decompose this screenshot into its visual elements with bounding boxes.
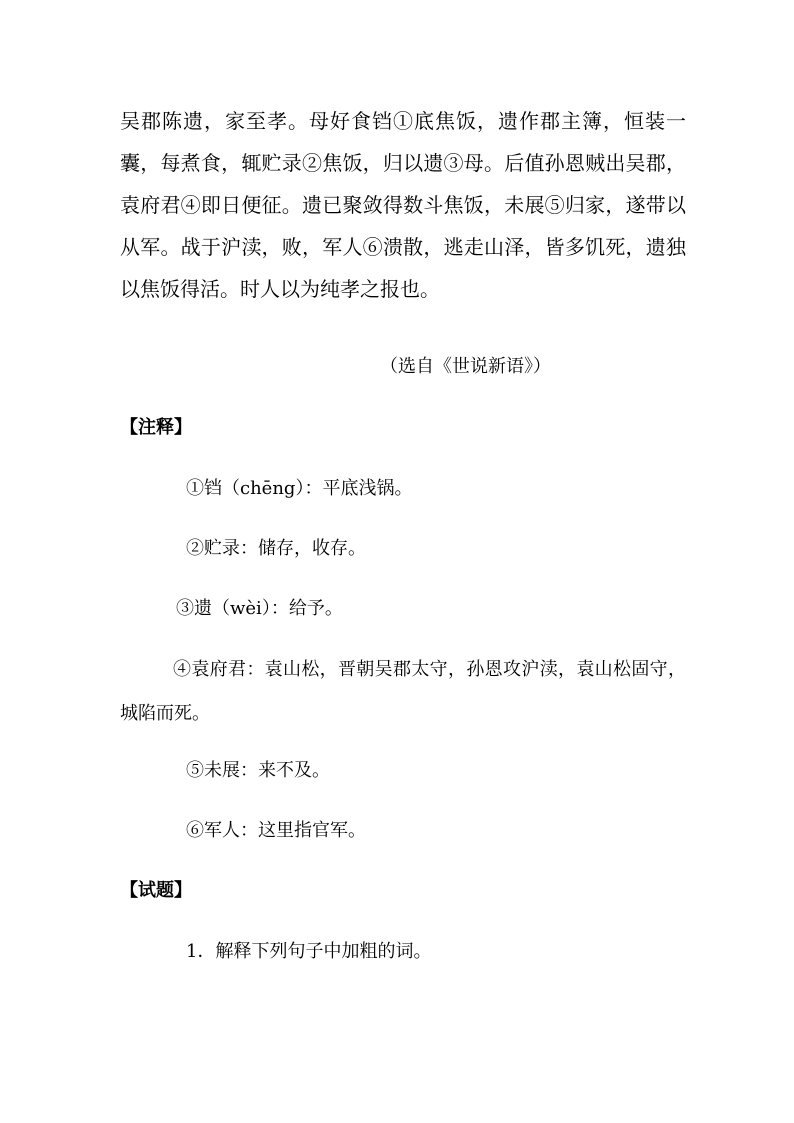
note-item-3: ③遗（wèi）：给予。: [176, 598, 343, 619]
question-1: 1．解释下列句子中加粗的词。: [186, 941, 432, 962]
note-item-5: ⑤未展：来不及。: [186, 760, 330, 781]
source-citation: （选自《世说新语》）: [380, 356, 551, 377]
note-item-6: ⑥军人：这里指官军。: [186, 820, 366, 841]
questions-heading: 【试题】: [120, 880, 192, 901]
note-item-2: ②贮录：储存，收存。: [186, 538, 366, 559]
notes-heading: 【注释】: [120, 417, 192, 438]
passage-text: 吴郡陈遗，家至孝。母好食铛①底焦饭，遗作郡主簿，恒装一囊，每煮食，辄贮录②焦饭，归以遗③母。后值孙恩贼出吴郡，袁府君④即日便征。遗已聚敛得数斗焦饭，未展⑤归家，遂带以从军。战于沪渎，败，军人⑥溃散，逃走山泽，皆多饥死，遗独以焦饭得活。时人以为纯孝之报也。: [120, 109, 686, 301]
note-item-4: ④袁府君：袁山松，晋朝吴郡太守，孙恩攻沪渎，袁山松固守，城陷而死。: [120, 659, 686, 724]
note-item-1: ①铛（chēng）：平底浅锅。: [186, 478, 413, 499]
